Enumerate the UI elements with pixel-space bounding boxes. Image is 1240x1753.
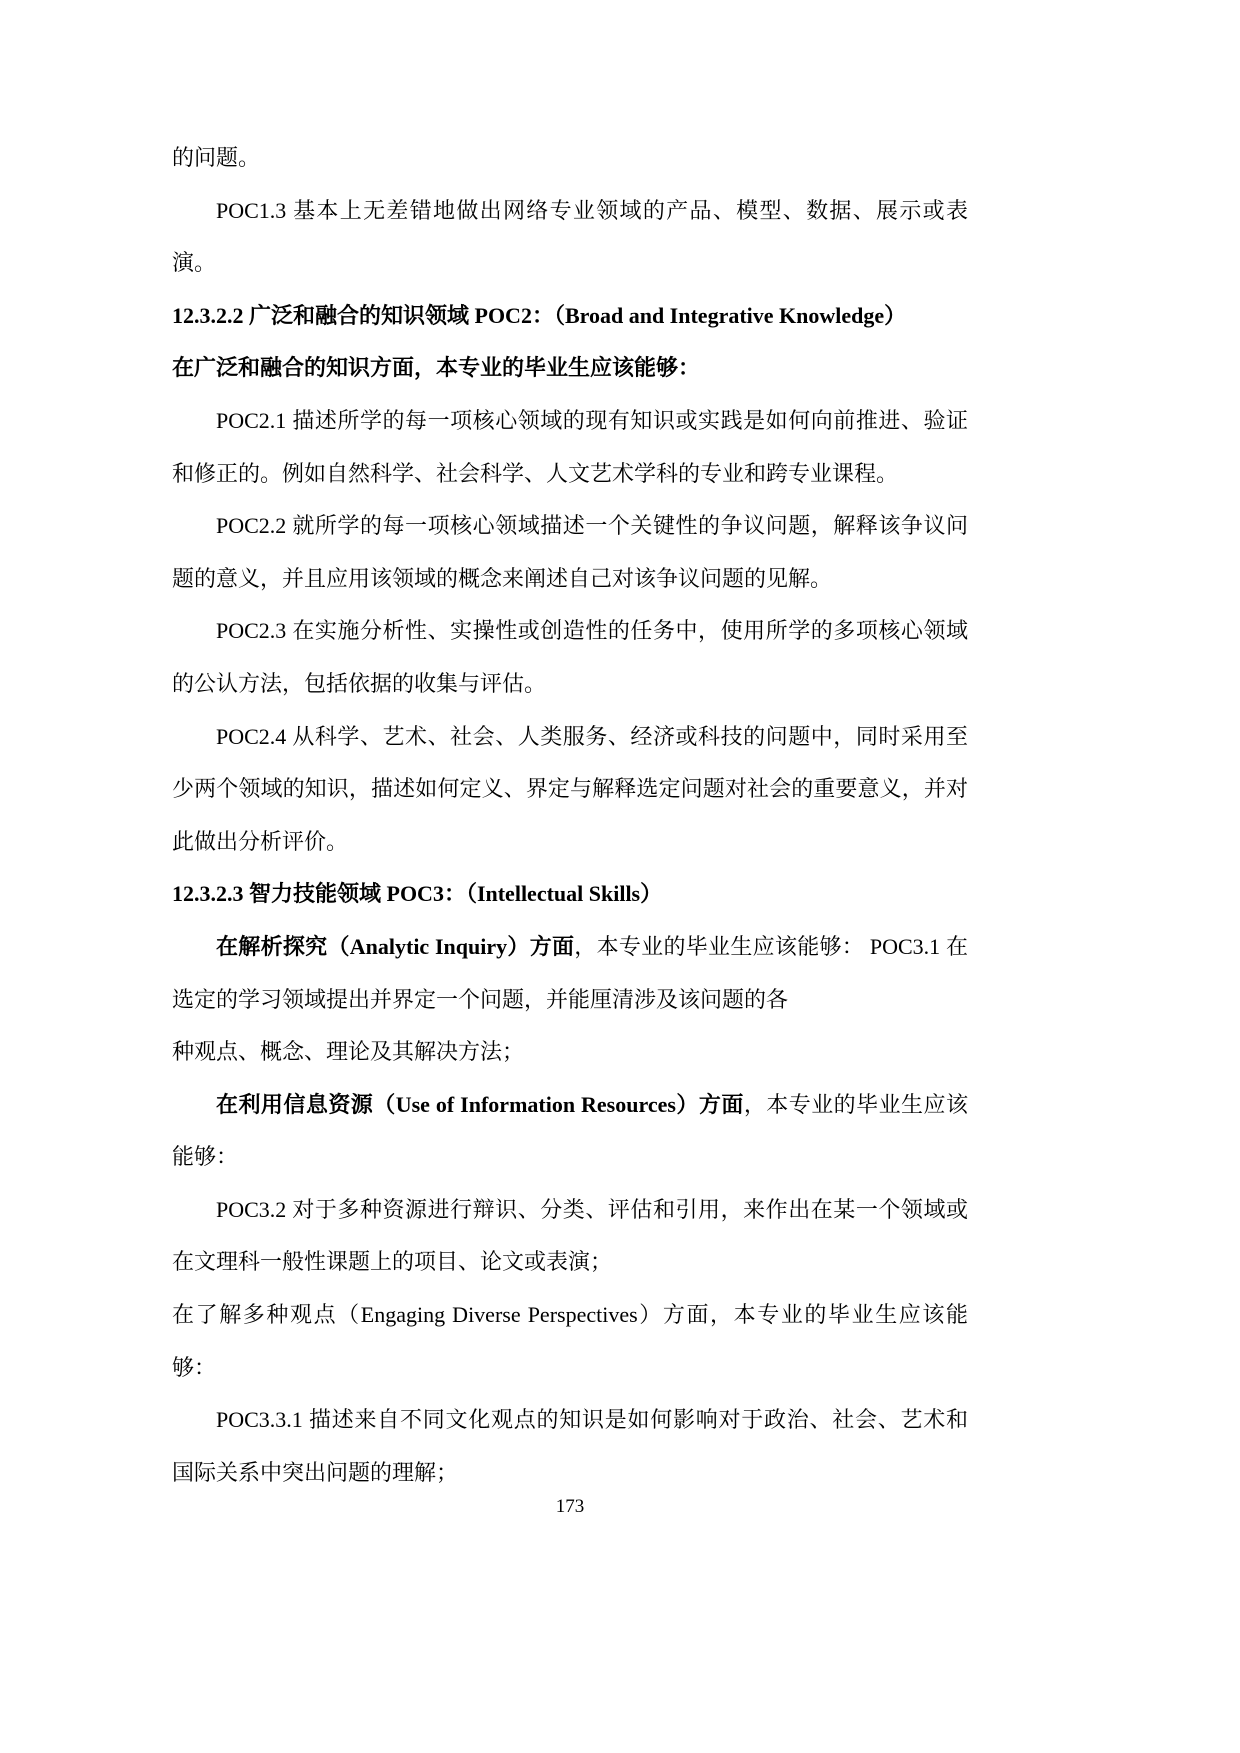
para-poc2-2	[172, 500, 968, 605]
para-poc1-2-continuation	[172, 132, 968, 185]
heading-12-3-2-2-text: 在广泛和融合的知识方面，本专业的毕业生应该能够：	[172, 355, 701, 381]
para-use-of-information-resources-text: 在利用信息资源（Use of Information Resources）方面	[216, 1091, 744, 1117]
para-poc1-3-text: POC1.3 基本上无差错地做出网络专业领域的产品、模型、数据、展示或表演。	[172, 197, 968, 276]
para-poc3-3-1	[172, 1394, 968, 1499]
para-use-of-information-resources	[172, 1079, 968, 1184]
para-engaging-diverse-perspectives	[172, 1289, 968, 1394]
para-poc3-1-analytic-inquiry-text: ，本专业的毕业生应该能够： POC3.1 在选定的学习领域提出并界定一个问题，并能厘清涉及该问题的各	[172, 933, 968, 1012]
para-poc2-1-text: POC2.1 描述所学的每一项核心领域的现有知识或实践是如何向前推进、验证和修正的。例如自然科学、社会科学、人文艺术学科的专业和跨专业课程。	[172, 407, 968, 486]
para-poc2-4	[172, 711, 968, 869]
para-poc2-3-text: POC2.3 在实施分析性、实操性或创造性的任务中，使用所学的多项核心领域的公认方法，包括依据的收集与评估。	[172, 618, 968, 696]
heading-12-3-2-3-text: 12.3.2.3 智力技能领域 POC3：（Intellectual Skills）	[172, 881, 663, 907]
para-engaging-diverse-perspectives-text: 在了解多种观点（Engaging Diverse Perspectives）方面，本专业的毕业生应该能够：	[172, 1302, 968, 1380]
para-poc2-2-text: POC2.2 就所学的每一项核心领域描述一个关键性的争议问题，解释该争议问题的意义，并且应用该领域的概念来阐述自己对该争议问题的见解。	[172, 513, 968, 591]
para-poc2-4-text: POC2.4 从科学、艺术、社会、人类服务、经济或科技的问题中，同时采用至少两个领域的知识，描述如何定义、界定与解释选定问题对社会的重要意义，并对此做出分析评价。	[172, 723, 968, 854]
heading-12-3-2-2	[172, 290, 968, 395]
para-poc3-1-analytic-inquiry	[172, 921, 968, 1079]
para-poc1-2-continuation-text: 的问题。	[172, 145, 261, 170]
para-poc3-2	[172, 1184, 968, 1289]
para-poc3-1-analytic-inquiry-text: 种观点、概念、理论及其解决方法；	[172, 1039, 525, 1065]
para-poc3-1-analytic-inquiry-text: 在解析探究（Analytic Inquiry）方面	[216, 933, 575, 959]
heading-12-3-2-3	[172, 868, 968, 921]
para-poc1-3	[172, 185, 968, 290]
para-poc2-1	[172, 395, 968, 500]
document-body	[172, 132, 968, 1499]
page-number: 173	[555, 1496, 585, 1517]
para-poc3-3-1-text: POC3.3.1 描述来自不同文化观点的知识是如何影响对于政治、社会、艺术和国际关系中突出问题的理解；	[172, 1407, 968, 1485]
para-poc3-2-text: POC3.2 对于多种资源进行辩识、分类、评估和引用，来作出在某一个领域或在文理科一般性课题上的项目、论文或表演；	[172, 1196, 968, 1275]
para-use-of-information-resources-text: ，本专业的毕业生应该能够：	[172, 1091, 968, 1170]
heading-12-3-2-2-text: 12.3.2.2 广泛和融合的知识领域 POC2：（Broad and Integrative Knowledge）	[172, 302, 907, 328]
para-poc2-3	[172, 605, 968, 710]
